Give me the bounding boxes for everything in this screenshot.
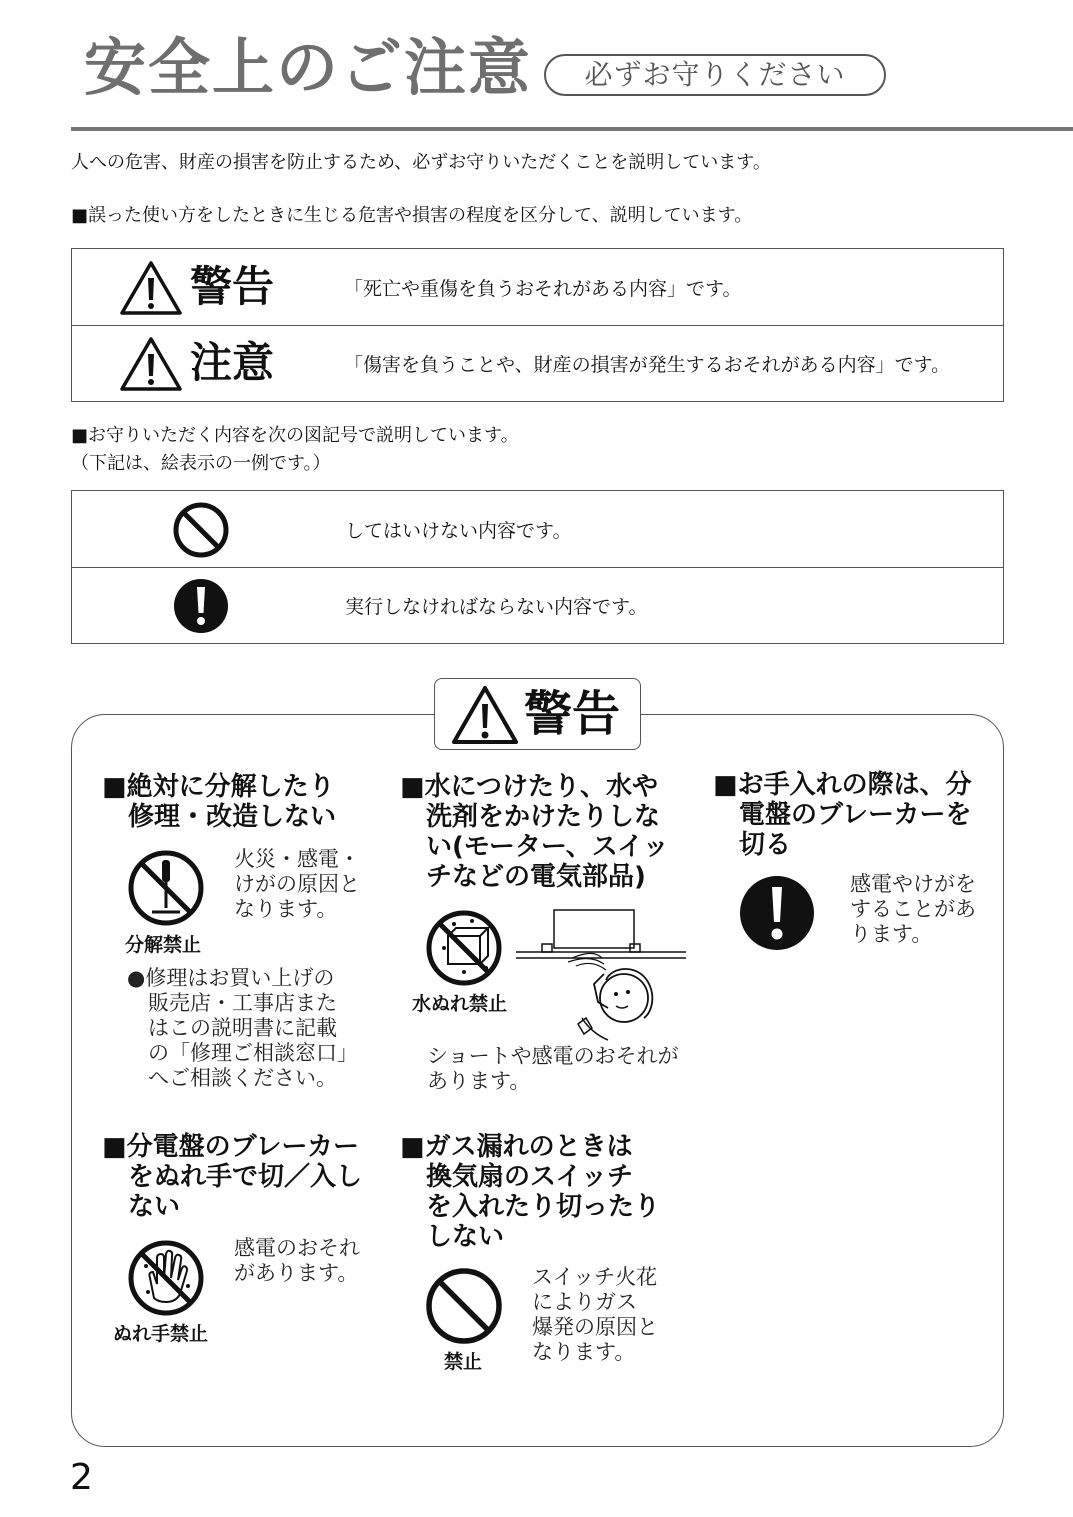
item-heading: ■分電盤のブレーカー xyxy=(102,1132,360,1162)
item-heading: ■絶対に分解したり xyxy=(102,772,335,802)
severity-intro-text: ■誤った使い方をしたときに生じる危害や損害の程度を区分して、説明しています。 xyxy=(71,205,753,226)
item-heading: 電盤のブレーカーを xyxy=(713,800,972,830)
prohibition-icon xyxy=(172,501,230,559)
item-heading: をぬれ手で切／入し xyxy=(102,1162,363,1192)
icon-caption: 水ぬれ禁止 xyxy=(412,993,508,1015)
severity-description: 「傷害を負うことや、財産の損害が発生するおそれがある内容」です。 xyxy=(344,354,951,376)
severity-row-caution xyxy=(72,326,1003,402)
prohibition-icon xyxy=(424,1266,504,1346)
page-title: 安全上のご注意 xyxy=(84,31,533,104)
item-heading: 換気扇のスイッチ xyxy=(400,1162,633,1192)
warning-item-wet-hands xyxy=(102,1132,362,1222)
item-heading: チなどの電気部品) xyxy=(400,862,646,892)
item-heading: 修理・改造しない xyxy=(102,802,337,832)
warning-item-gas-leak xyxy=(400,1132,660,1252)
title-divider xyxy=(71,127,1073,131)
item-reason: 火災・感電・ けがの原因と なります。 xyxy=(234,847,360,921)
warning-item-breaker-off xyxy=(713,770,972,860)
severity-description: 「死亡や重傷を負うおそれがある内容」です。 xyxy=(344,278,742,300)
item-reason: 感電やけがを することがあ ります。 xyxy=(850,872,976,946)
mandatory-icon xyxy=(172,577,230,635)
item-heading: しない xyxy=(400,1222,505,1252)
intro-text: 人への危害、財産の損害を防止するため、必ずお守りいただくことを説明しています。 xyxy=(71,152,771,173)
severity-row-warning xyxy=(72,249,1003,326)
symbol-row-mandatory xyxy=(72,568,1003,644)
item-heading: ■お手入れの際は、分 xyxy=(713,770,972,800)
symbol-description: 実行しなければならない内容です。 xyxy=(345,596,648,618)
warning-item-water xyxy=(400,772,669,892)
severity-label: 警告 xyxy=(190,262,275,311)
item-heading: ない xyxy=(102,1192,181,1222)
mandatory-icon xyxy=(738,874,816,952)
no-wet-hands-icon xyxy=(126,1238,206,1318)
item-reason: 感電のおそれ があります。 xyxy=(234,1236,360,1285)
symbol-intro-note: （下記は、絵表示の一例です。） xyxy=(71,453,331,474)
symbol-intro-text: ■お守りいただく内容を次の図記号で説明しています。 xyxy=(71,425,519,446)
icon-caption: 分解禁止 xyxy=(125,934,202,956)
severity-label: 注意 xyxy=(190,338,275,387)
symbol-table xyxy=(71,490,1004,644)
item-reason: スイッチ火花 によりガス 爆発の原因と なります。 xyxy=(532,1265,658,1364)
fan-washing-illustration-icon xyxy=(512,906,690,1044)
no-disassembly-icon xyxy=(126,848,206,928)
symbol-description: してはいけない内容です。 xyxy=(345,520,572,542)
page-number: 2 xyxy=(70,1457,93,1498)
item-heading: ■水につけたり、水や xyxy=(400,772,659,802)
item-heading: を入れたり切ったり xyxy=(400,1192,661,1222)
warning-triangle-icon xyxy=(118,259,184,317)
severity-table xyxy=(71,248,1004,402)
item-heading: 洗剤をかけたりしな xyxy=(400,802,661,832)
warning-section-title: 警告 xyxy=(524,686,621,742)
symbol-row-prohibited xyxy=(72,491,1003,568)
warning-triangle-icon xyxy=(450,684,520,746)
item-heading: い(モーター、スイッ xyxy=(400,832,669,862)
icon-caption: 禁止 xyxy=(444,1351,483,1373)
item-reason: ショートや感電のおそれが あります。 xyxy=(427,1044,679,1093)
warning-triangle-icon xyxy=(118,335,184,393)
item-heading: ■ガス漏れのときは xyxy=(400,1132,633,1162)
must-follow-badge: 必ずお守りください xyxy=(544,54,886,96)
icon-caption: ぬれ手禁止 xyxy=(113,1323,209,1345)
item-heading: 切る xyxy=(713,830,792,860)
item-note: ●修理はお買い上げの 販売店・工事店また はこの説明書に記載 の「修理ご相談窓口」 へご相談ください。 xyxy=(127,966,358,1090)
warning-item-disassembly xyxy=(102,772,336,832)
no-water-icon xyxy=(424,908,504,988)
